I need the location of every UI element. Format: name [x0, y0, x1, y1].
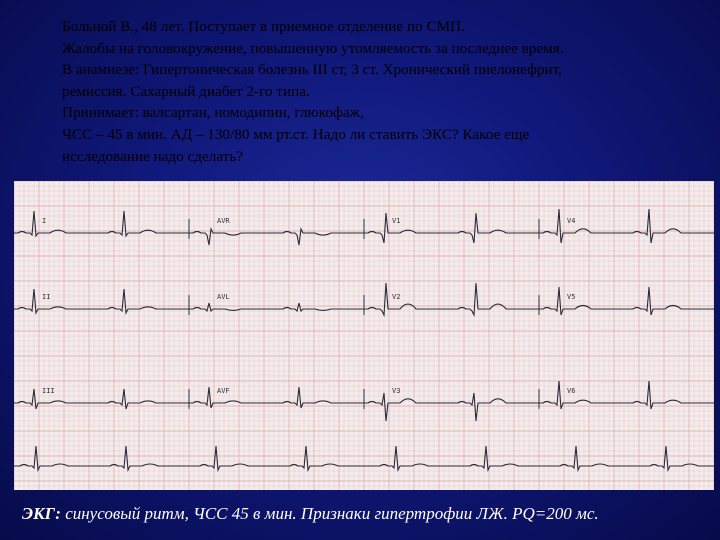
lead-label: V5 [567, 293, 576, 301]
case-description [62, 16, 682, 167]
ecg-trace-v6 [539, 381, 714, 409]
ecg-trace-i [14, 211, 189, 236]
case-line: ЧСС – 45 в мин. АД – 130/80 мм рт.ст. Надо ли ставить ЭКС? Какое еще [62, 125, 530, 143]
case-line: исследование надо сделать? [62, 147, 243, 165]
lead-label: III [42, 387, 55, 395]
lead-label: AVR [217, 217, 230, 225]
case-line: Принимает: валсартан, номодипин, глюкофаж, [62, 104, 364, 122]
case-line: ремиссия. Сахарный диабет 2-го типа. [62, 82, 310, 100]
caption-prefix: ЭКГ: [22, 504, 61, 523]
ecg-trace-avf [189, 387, 364, 408]
lead-label: V2 [392, 293, 401, 301]
lead-label: V3 [392, 387, 401, 395]
lead-label: II [42, 293, 51, 301]
ecg-trace-v2 [364, 283, 539, 315]
lead-label: AVL [217, 293, 230, 301]
ecg-caption [22, 504, 712, 524]
ecg-trace-v1 [364, 213, 539, 243]
lead-label: V1 [392, 217, 401, 225]
lead-label: I [42, 217, 47, 225]
case-line: Больной В., 48 лет. Поступает в приемное отделение по СМП. [62, 18, 465, 35]
caption-text: синусовый ритм, ЧСС 45 в мин. Признаки гипертрофии ЛЖ. PQ=200 мс. [60, 504, 599, 523]
ecg-strip [14, 181, 714, 490]
ecg-trace-avr [189, 229, 364, 245]
case-line: Жалобы на головокружение, повышенную утомляемость за последнее время. [62, 39, 564, 57]
case-line: В анамнезе: Гипертоническая болезнь III ст, 3 ст. Хронический пиелонефрит, [62, 61, 562, 79]
ecg-trace-avl [189, 303, 364, 311]
lead-label: AVF [217, 387, 230, 395]
ecg-trace-v3 [364, 393, 539, 421]
lead-label: V6 [567, 387, 576, 395]
ecg-tracing [14, 181, 714, 490]
lead-label: V4 [567, 217, 576, 225]
